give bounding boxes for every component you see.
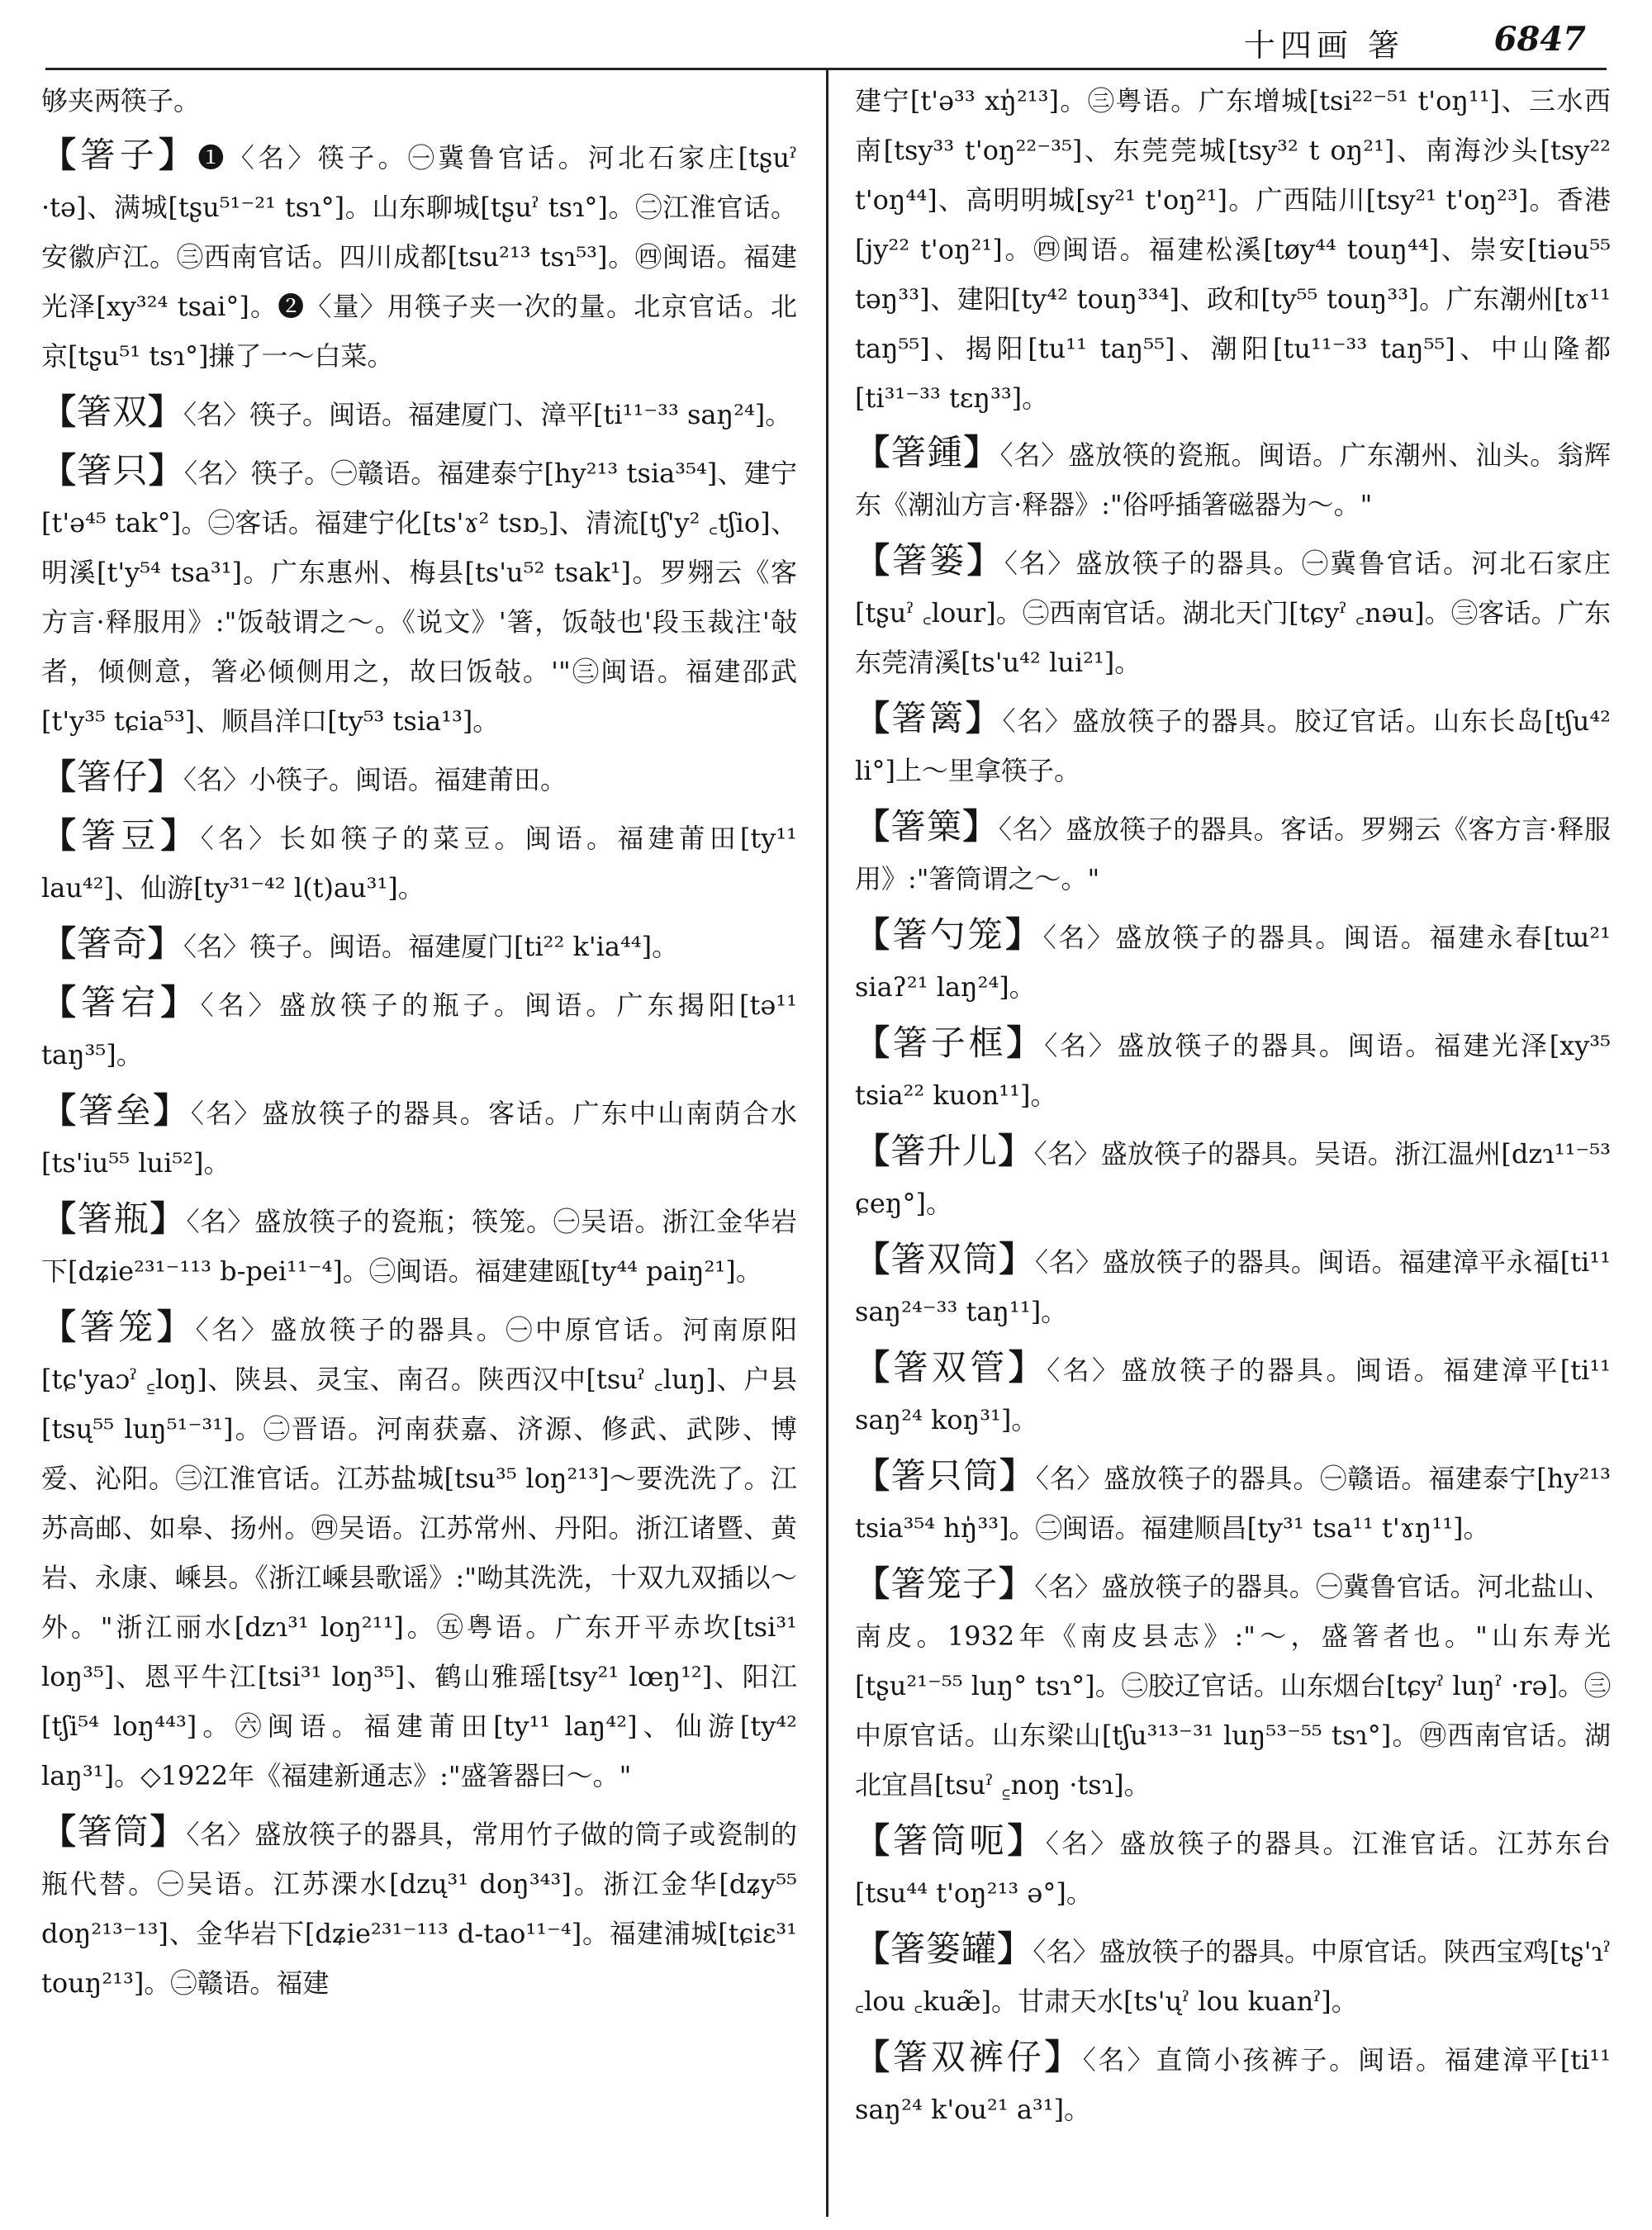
dictionary-entry <box>41 130 797 381</box>
headword: 【箸篓】 <box>855 540 1004 581</box>
definition-text: 〈名〉筷子。闽语。福建厦门、漳平[ti¹¹⁻³³ saŋ²⁴]。 <box>183 399 792 430</box>
entry-list <box>855 428 1611 2134</box>
definition-text: 〈名〉盛放筷子的器具。中原官话。陕西宝鸡[tʂ'ɿˀ ꜀lou ꜀kuæ̃]。甘肃天水[ts'ųˀ lou kuanˀ]。 <box>855 1936 1611 2017</box>
dictionary-entry <box>41 387 797 439</box>
definition-text: 〈名〉长如筷子的菜豆。闽语。福建莆田[ty¹¹ lau⁴²]、仙游[ty³¹⁻⁴² l(t)au³¹]。 <box>41 823 797 904</box>
definition-text: 〈名〉盛放筷子的瓶子。闽语。广东揭阳[tə¹¹ taŋ³⁵]。 <box>41 989 797 1070</box>
headword: 【箸篓罐】 <box>855 1929 1033 1969</box>
dictionary-entry <box>855 1343 1611 1445</box>
dictionary-entry <box>855 1451 1611 1553</box>
dictionary-entry <box>41 919 797 971</box>
dictionary-entry <box>41 1086 797 1188</box>
headword: 【箸笼子】 <box>855 1563 1035 1604</box>
headword: 【箸双】 <box>41 391 184 432</box>
headword: 【箸鍾】 <box>855 432 1000 472</box>
definition-text: 〈名〉盛放筷子的器具。客话。罗翙云《客方言·释服用》:"箸筒谓之～。" <box>855 814 1611 894</box>
headword: 【箸勺笼】 <box>855 914 1043 955</box>
definition-text: 〈名〉盛放筷子的器具。闽语。福建永春[tɯ²¹ siaʔ²¹ laŋ²⁴]。 <box>855 922 1611 1003</box>
definition-text: 〈名〉盛放筷子的器具。㊀中原官话。河南原阳[tɕ'yaɔˀ ꜁loŋ]、陕县、灵宝、南召。陕西汉中[tsuˀ ꜀luŋ]、户县[tsų⁵⁵ luŋ⁵¹⁻³¹]。㊁晋语。河南获嘉、济源、修武、武陟、博爱、沁阳。㊂江淮官话。江苏盐城[tsu³⁵ loŋ²¹³]～要洗洗了。江苏高邮、如皋、扬州。㊃吴语。江苏常州、丹阳。浙江诸暨、黄岩、永康、嵊县。《浙江嵊县歌谣》:"呦其洗洗，十双九双插以～外。"浙江丽水[dzɿ³¹ loŋ²¹¹]。㊄粤语。广东开平赤坎[tsi³¹ loŋ³⁵]、恩平牛江[tsi³¹ loŋ³⁵]、鹤山雅瑶[tsy²¹ lœŋ¹²]、阳江[tʃi⁵⁴ loŋ⁴⁴³]。㊅闽语。福建莆田[ty¹¹ laŋ⁴²]、仙游[ty⁴² laŋ³¹]。◇1922年《福建新通志》:"盛箸器曰～。" <box>41 1314 797 1791</box>
headword: 【箸双裤仔】 <box>855 2037 1083 2077</box>
continuation-text: 够夹两筷子。 <box>41 85 201 116</box>
dictionary-entry <box>41 1302 797 1801</box>
dictionary-entry <box>855 1816 1611 1918</box>
dictionary-entry <box>41 446 797 746</box>
definition-text: 〈名〉直筒小孩裤子。闽语。福建漳平[ti¹¹ saŋ²⁴ k'ou²¹ a³¹]。 <box>855 2044 1611 2125</box>
headword: 【箸只筒】 <box>855 1455 1036 1496</box>
headword: 【箸筒】 <box>41 1811 187 1852</box>
dictionary-entry <box>41 978 797 1079</box>
headword: 【箸仔】 <box>41 757 184 797</box>
headword: 【箸篱】 <box>855 698 1003 738</box>
dictionary-entry <box>855 1924 1611 2026</box>
headword: 【箸升儿】 <box>855 1131 1034 1171</box>
dictionary-entry <box>855 1235 1611 1336</box>
definition-text: 〈名〉筷子。闽语。福建厦门[ti²² k'ia⁴⁴]。 <box>183 931 679 962</box>
definition-text: 〈名〉盛放筷子的器具。吴语。浙江温州[dzɿ¹¹⁻⁵³ ɕeŋ°]。 <box>855 1138 1611 1219</box>
dictionary-entry <box>855 1559 1611 1810</box>
headword: 【箸宕】 <box>41 982 201 1022</box>
dictionary-entry <box>855 1018 1611 1120</box>
dictionary-entry <box>41 1194 797 1296</box>
headword: 【箸瓶】 <box>41 1198 187 1239</box>
headword: 【箸子框】 <box>855 1022 1045 1063</box>
definition-text: 〈名〉小筷子。闽语。福建莆田。 <box>183 764 567 795</box>
continuation-text: 建宁[t'ə³³ xŋ̍²¹³]。㊂粤语。广东增城[tsi²²⁻⁵¹ t'oŋ¹¹]、三水西南[tsy³³ t'oŋ²²⁻³⁵]、东莞莞城[tsy³² t oŋ²¹]、南海沙头[tsy²² t'oŋ⁴⁴]、高明明城[sy²¹ t'oŋ²¹]。广西陆川[tsy²¹ t'oŋ²³]。香港[jy²² t'oŋ²¹]。㊃闽语。福建松溪[tøy⁴⁴ touŋ⁴⁴]、崇安[tiəu⁵⁵ təŋ³³]、建阳[ty⁴² touŋ³³⁴]、政和[ty⁵⁵ touŋ³³]。广东潮州[tɤ¹¹ taŋ⁵⁵]、揭阳[tu¹¹ taŋ⁵⁵]、潮阳[tu¹¹⁻³³ taŋ⁵⁵]、中山隆都[ti³¹⁻³³ tɛŋ³³]。 <box>855 85 1611 414</box>
headword: 【箸双管】 <box>855 1347 1047 1388</box>
definition-text: ❶〈名〉筷子。㊀冀鲁官话。河北石家庄[tʂuˀ ·tə]、满城[tʂu⁵¹⁻²¹ tsɿ°]。山东聊城[tʂuˀ tsɿ°]。㊁江淮官话。安徽庐江。㊂西南官话。四川成都[tsu²¹³ tsɿ⁵³]。㊃闽语。福建光泽[xy³²⁴ tsai°]。❷〈量〉用筷子夹一次的量。北京官话。北京[tʂu⁵¹ tsɿ°]搛了一～白菜。 <box>41 142 797 372</box>
column-divider <box>826 69 828 2217</box>
headword: 【箸奇】 <box>41 923 184 964</box>
dictionary-entry <box>855 428 1611 529</box>
section-label: 十四画 箸 <box>1243 27 1404 64</box>
entry-list <box>41 130 797 2008</box>
headword: 【箸垒】 <box>41 1090 191 1131</box>
dictionary-entry <box>855 694 1611 795</box>
right-column <box>855 76 1611 2219</box>
headword: 【箸双筒】 <box>855 1239 1035 1279</box>
headword: 【箸筒呃】 <box>855 1820 1046 1861</box>
dictionary-entry <box>855 536 1611 687</box>
dictionary-entry <box>855 1127 1611 1228</box>
dictionary-entry <box>41 1807 797 2008</box>
dictionary-entry <box>855 802 1611 904</box>
headword: 【箸只】 <box>41 450 185 491</box>
definition-text: 〈名〉盛放筷子的器具，常用竹子做的筒子或瓷制的瓶代替。㊀吴语。江苏溧水[dzų³¹ doŋ³⁴³]。浙江金华[dʑy⁵⁵ doŋ²¹³⁻¹³]、金华岩下[dʑie²³¹⁻¹¹³ d-tao¹¹⁻⁴]。福建浦城[tɕiɛ³¹ touŋ²¹³]。㊁赣语。福建 <box>41 1819 797 1999</box>
dictionary-entry <box>855 2033 1611 2134</box>
definition-text: 〈名〉盛放筷子的器具。客话。广东中山南荫合水[ts'iu⁵⁵ lui⁵²]。 <box>41 1098 797 1179</box>
headword: 【箸篥】 <box>855 806 999 847</box>
definition-text: 〈名〉盛放筷子的器具。闽语。福建光泽[xy³⁵ tsia²² kuon¹¹]。 <box>855 1030 1611 1111</box>
left-column <box>41 76 797 2219</box>
definition-text: 〈名〉盛放筷子的器具。㊀冀鲁官话。河北盐山、南皮。1932年《南皮县志》:"～，盛箸者也。"山东寿光[tʂu²¹⁻⁵⁵ luŋ° tsɿ°]。㊁胶辽官话。山东烟台[tɕyˀ luŋˀ ·rə]。㊂中原官话。山东梁山[tʃu³¹³⁻³¹ luŋ⁵³⁻⁵⁵ tsɿ°]。㊃西南官话。湖北宜昌[tsuˀ ꜁noŋ ·tsɿ]。 <box>855 1571 1611 1801</box>
definition-text: 〈名〉盛放筷子的器具。㊀冀鲁官话。河北石家庄[tʂuˀ ꜀lour]。㊁西南官话。湖北天门[tɕyˀ ꜀nəu]。㊂客话。广东东莞清溪[ts'u⁴² lui²¹]。 <box>855 548 1611 678</box>
definition-text: 〈名〉盛放筷子的器具。㊀赣语。福建泰宁[hy²¹³ tsia³⁵⁴ hŋ̍³³]。㊁闽语。福建顺昌[ty³¹ tsa¹¹ t'ɤŋ¹¹]。 <box>855 1463 1611 1544</box>
dictionary-entry <box>41 811 797 913</box>
definition-text: 〈名〉盛放筷的瓷瓶。闽语。广东潮州、汕头。翁辉东《潮汕方言·释器》:"俗呼插箸磁器为～。" <box>855 439 1611 520</box>
page-header <box>0 0 1652 66</box>
definition-text: 〈名〉盛放筷子的器具。闽语。福建漳平[ti¹¹ saŋ²⁴ koŋ³¹]。 <box>855 1355 1611 1435</box>
dictionary-entry <box>41 752 797 804</box>
definition-text: 〈名〉盛放筷子的器具。闽语。福建漳平永福[ti¹¹ saŋ²⁴⁻³³ taŋ¹¹]。 <box>855 1246 1611 1327</box>
definition-text: 〈名〉盛放筷子的器具。胶辽官话。山东长岛[tʃu⁴² li°]上～里拿筷子。 <box>855 705 1611 786</box>
headword: 【箸笼】 <box>41 1307 196 1347</box>
headword: 【箸豆】 <box>41 815 201 856</box>
definition-text: 〈名〉盛放筷子的瓷瓶；筷笼。㊀吴语。浙江金华岩下[dʑie²³¹⁻¹¹³ b-pei¹¹⁻⁴]。㊁闽语。福建建瓯[ty⁴⁴ paiŋ²¹]。 <box>41 1206 797 1287</box>
headword: 【箸子】 <box>41 135 198 175</box>
dictionary-entry <box>855 910 1611 1012</box>
definition-text: 〈名〉盛放筷子的器具。江淮官话。江苏东台[tsu⁴⁴ t'oŋ²¹³ ə°]。 <box>855 1828 1611 1909</box>
definition-text: 〈名〉筷子。㊀赣语。福建泰宁[hy²¹³ tsia³⁵⁴]、建宁[t'ə⁴⁵ tak°]。㊁客话。福建宁化[ts'ɤ² tsɒ꜆]、清流[tʃ'y² ꜀tʃio]、明溪[t'y⁵⁴ tsa³¹]。广东惠州、梅县[ts'u⁵² tsak¹]。罗翙云《客方言·释服用》:"饭敧谓之～。《说文》'箸，饭敧也'段玉裁注'敧者，倾侧意，箸必倾侧用之，故曰饭敧。'"㊂闽语。福建邵武[t'y³⁵ tɕia⁵³]、顺昌洋口[ty⁵³ tsia¹³]。 <box>41 458 797 737</box>
page-number: 6847 <box>1493 20 1586 59</box>
